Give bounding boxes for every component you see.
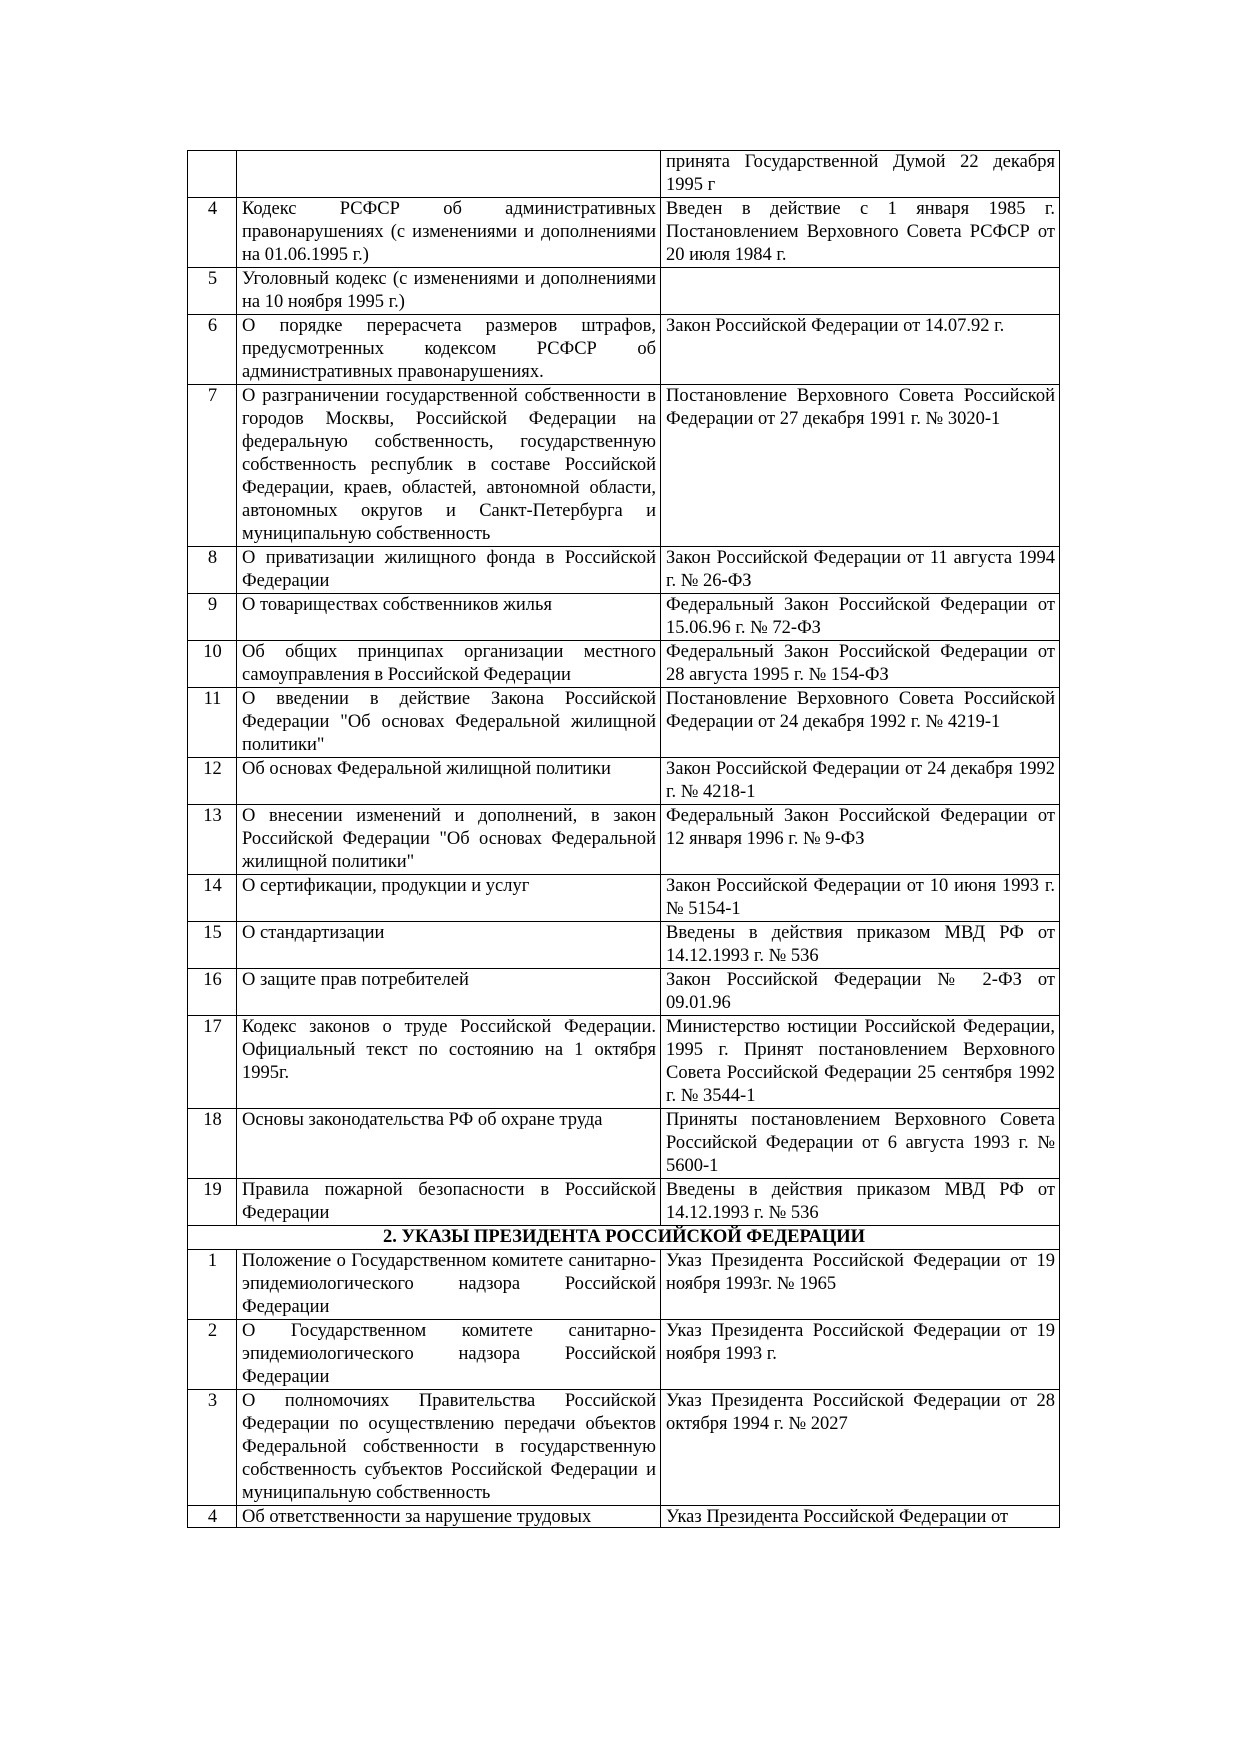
table-row <box>188 805 1060 875</box>
document-source: Федеральный Закон Российской Федерации от 12 января 1996 г. № 9-ФЗ <box>661 805 1060 875</box>
document-source: принята Государственной Думой 22 декабря 1995 г <box>661 151 1060 198</box>
document-source-text: Указ Президента Российской Федерации от <box>666 1507 1009 1527</box>
row-number-text: 4 <box>207 1507 218 1527</box>
document-title: Об общих принципах организации местного самоуправления в Российской Федерации <box>237 641 661 688</box>
section-heading-row <box>188 1226 1060 1250</box>
table-row <box>188 547 1060 594</box>
section-heading: 2. УКАЗЫ ПРЕЗИДЕНТА РОССИЙСКОЙ ФЕДЕРАЦИИ <box>188 1226 1060 1250</box>
row-number: 17 <box>188 1016 237 1109</box>
row-number: 19 <box>188 1179 237 1226</box>
table-row <box>188 1250 1060 1320</box>
document-title-text: Об ответственности за нарушение трудовых <box>242 1507 592 1527</box>
document-source: Указ Президента Российской Федерации от 19 ноября 1993 г. <box>661 1320 1060 1390</box>
table-row <box>188 922 1060 969</box>
row-number: 8 <box>188 547 237 594</box>
document-title: О внесении изменений и дополнений, в закон Российской Федерации "Об основах Федеральной жилищной политики" <box>237 805 661 875</box>
document-title: Основы законодательства РФ об охране труда <box>237 1109 661 1179</box>
table-row <box>188 315 1060 385</box>
table-row <box>188 1016 1060 1109</box>
row-number: 4 <box>188 198 237 268</box>
table-row <box>188 758 1060 805</box>
legislation-table-body <box>188 151 1060 1528</box>
row-number: 6 <box>188 315 237 385</box>
table-row <box>188 1179 1060 1226</box>
document-title <box>237 1506 661 1528</box>
document-title: Правила пожарной безопасности в Российской Федерации <box>237 1179 661 1226</box>
document-source: Приняты постановлением Верховного Совета Российской Федерации от 6 августа 1993 г. № 5600-1 <box>661 1109 1060 1179</box>
table-row <box>188 1506 1060 1528</box>
document-title: О стандартизации <box>237 922 661 969</box>
row-number: 10 <box>188 641 237 688</box>
document-source: Закон Российской Федерации № 2-ФЗ от 09.01.96 <box>661 969 1060 1016</box>
row-number: 2 <box>188 1320 237 1390</box>
document-source: Министерство юстиции Российской Федерации, 1995 г. Принят постановлением Верховного Совета Российской Федерации 25 сентября 1992 г. № 3544-1 <box>661 1016 1060 1109</box>
row-number <box>188 1506 237 1528</box>
document-source <box>661 268 1060 315</box>
document-title: О товариществах собственников жилья <box>237 594 661 641</box>
document-source: Закон Российской Федерации от 11 августа 1994 г. № 26-ФЗ <box>661 547 1060 594</box>
document-title: О сертификации, продукции и услуг <box>237 875 661 922</box>
legislation-table <box>187 150 1060 1528</box>
row-number: 3 <box>188 1390 237 1506</box>
document-title: О введении в действие Закона Российской Федерации "Об основах Федеральной жилищной политики" <box>237 688 661 758</box>
table-row <box>188 875 1060 922</box>
table-row <box>188 268 1060 315</box>
document-title: Положение о Государственном комитете санитарно-эпидемиологического надзора Российской Федерации <box>237 1250 661 1320</box>
table-row <box>188 198 1060 268</box>
document-source: Указ Президента Российской Федерации от 19 ноября 1993г. № 1965 <box>661 1250 1060 1320</box>
document-source: Введен в действие с 1 января 1985 г. Постановлением Верховного Совета РСФСР от 20 июля 1984 г. <box>661 198 1060 268</box>
row-number: 11 <box>188 688 237 758</box>
table-row <box>188 385 1060 547</box>
table-row <box>188 1390 1060 1506</box>
row-number: 15 <box>188 922 237 969</box>
document-source: Постановление Верховного Совета Российской Федерации от 24 декабря 1992 г. № 4219-1 <box>661 688 1060 758</box>
document-title: О защите прав потребителей <box>237 969 661 1016</box>
table-row <box>188 151 1060 198</box>
document-source: Федеральный Закон Российской Федерации от 28 августа 1995 г. № 154-ФЗ <box>661 641 1060 688</box>
row-number: 7 <box>188 385 237 547</box>
document-title: Кодекс РСФСР об административных правонарушениях (с изменениями и дополнениями на 01.06.1995 г.) <box>237 198 661 268</box>
row-number <box>188 151 237 198</box>
document-title: Об основах Федеральной жилищной политики <box>237 758 661 805</box>
document-source: Введены в действия приказом МВД РФ от 14.12.1993 г. № 536 <box>661 1179 1060 1226</box>
row-number: 5 <box>188 268 237 315</box>
row-number: 12 <box>188 758 237 805</box>
document-title: О разграничении государственной собственности в городов Москвы, Российской Федерации на федеральную собственность, государственную собственность республик в составе Российской Федерации, краев, областей, автономной области, автономных округов и Санкт-Петербурга и муниципальную собственность <box>237 385 661 547</box>
table-row <box>188 594 1060 641</box>
document-title: О порядке перерасчета размеров штрафов, предусмотренных кодексом РСФСР об административных правонарушениях. <box>237 315 661 385</box>
document-title <box>237 151 661 198</box>
document-source: Закон Российской Федерации от 10 июня 1993 г. № 5154-1 <box>661 875 1060 922</box>
table-row <box>188 969 1060 1016</box>
document-title: Уголовный кодекс (с изменениями и дополнениями на 10 ноября 1995 г.) <box>237 268 661 315</box>
row-number: 13 <box>188 805 237 875</box>
document-source: Введены в действия приказом МВД РФ от 14.12.1993 г. № 536 <box>661 922 1060 969</box>
row-number: 1 <box>188 1250 237 1320</box>
document-title: О приватизации жилищного фонда в Российской Федерации <box>237 547 661 594</box>
table-row <box>188 1109 1060 1179</box>
table-row <box>188 688 1060 758</box>
document-title: О полномочиях Правительства Российской Федерации по осуществлению передачи объектов Федеральной собственности в государственную собственность субъектов Российской Федерации и муниципальную собственность <box>237 1390 661 1506</box>
row-number: 9 <box>188 594 237 641</box>
table-row <box>188 1320 1060 1390</box>
document-title: Кодекс законов о труде Российской Федерации. Официальный текст по состоянию на 1 октября 1995г. <box>237 1016 661 1109</box>
document-source: Федеральный Закон Российской Федерации от 15.06.96 г. № 72-ФЗ <box>661 594 1060 641</box>
table-row <box>188 641 1060 688</box>
row-number: 14 <box>188 875 237 922</box>
document-title: О Государственном комитете санитарно-эпидемиологического надзора Российской Федерации <box>237 1320 661 1390</box>
document-source: Закон Российской Федерации от 24 декабря 1992 г. № 4218-1 <box>661 758 1060 805</box>
document-source <box>661 1506 1060 1528</box>
row-number: 18 <box>188 1109 237 1179</box>
document-source: Постановление Верховного Совета Российской Федерации от 27 декабря 1991 г. № 3020-1 <box>661 385 1060 547</box>
row-number: 16 <box>188 969 237 1016</box>
document-source: Закон Российской Федерации от 14.07.92 г. <box>661 315 1060 385</box>
document-source: Указ Президента Российской Федерации от 28 октября 1994 г. № 2027 <box>661 1390 1060 1506</box>
